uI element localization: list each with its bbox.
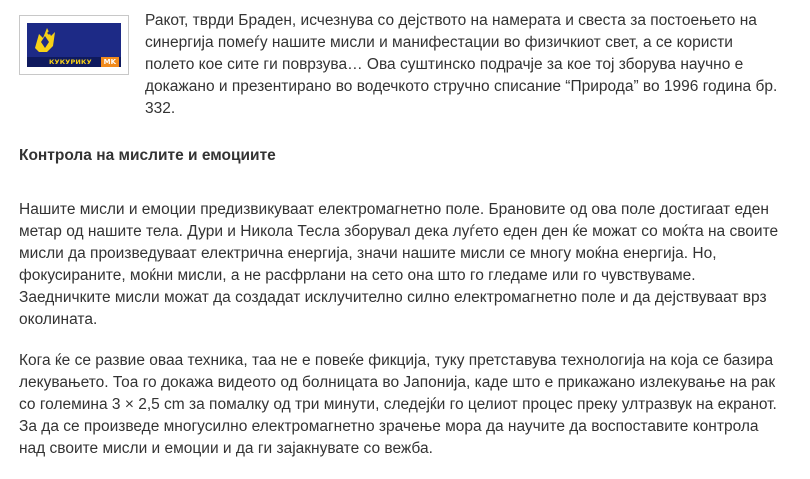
article <box>19 10 779 457</box>
logo-wordmark: КУКУРИКУ <box>49 58 92 66</box>
intro-block <box>19 10 779 117</box>
rooster-icon <box>29 24 59 56</box>
site-logo[interactable] <box>19 15 129 75</box>
section-heading: Контрола на мислите и емоциите <box>19 147 276 164</box>
paragraph-1: Нашите мисли и емоции предизвикуваат електромагнетно поле. Брановите од ова поле достигаат еден метар од нашите тела. Дури и Никола Тесла зборувал дека луѓето еден ден ќе можат со моќта на своите мисли да произведуваат електрична енергија, значи нашите мисли се многу моќна енергија. Но, фокусираните, моќни мисли, а не расфрлани на сето она што го гледаме или го чувствуваме. Заедничките мисли можат да создадат исклучително силно електромагнетно поле и да дејствуваат врз околината. <box>19 201 779 328</box>
logo-domain-badge: MK <box>101 57 119 67</box>
intro-paragraph: Ракот, тврди Браден, исчезнува со дејството на намерата и свеста за постоењето на синергија помеѓу нашите мисли и манифестации во физичкиот свет, а се користи полето кое сите ги поврзува… Ова суштинско подрачје за кое тој зборува научно е докажано и презентирано во водечкото стручно списание “Природа” во 1996 година бр. 332. <box>145 12 778 117</box>
paragraph-2: Кога ќе се развие оваа техника, таа не е повеќе фикција, туку претставува технологија на која се базира лекувањето. Тоа го докажа видеото од болницата во Јапонија, каде што е прикажано излекување на рак со големина 3 × 2,5 cm за помалку од три минути, следејќи го целиот процес преку ултразвук на екранот. За да се произведе многусилно електромагнетно зрачење мора да научите да воспоставите контрола над своите мисли и емоции и да ги зајакнувате со вежба. <box>19 352 777 457</box>
logo-image <box>27 23 121 67</box>
